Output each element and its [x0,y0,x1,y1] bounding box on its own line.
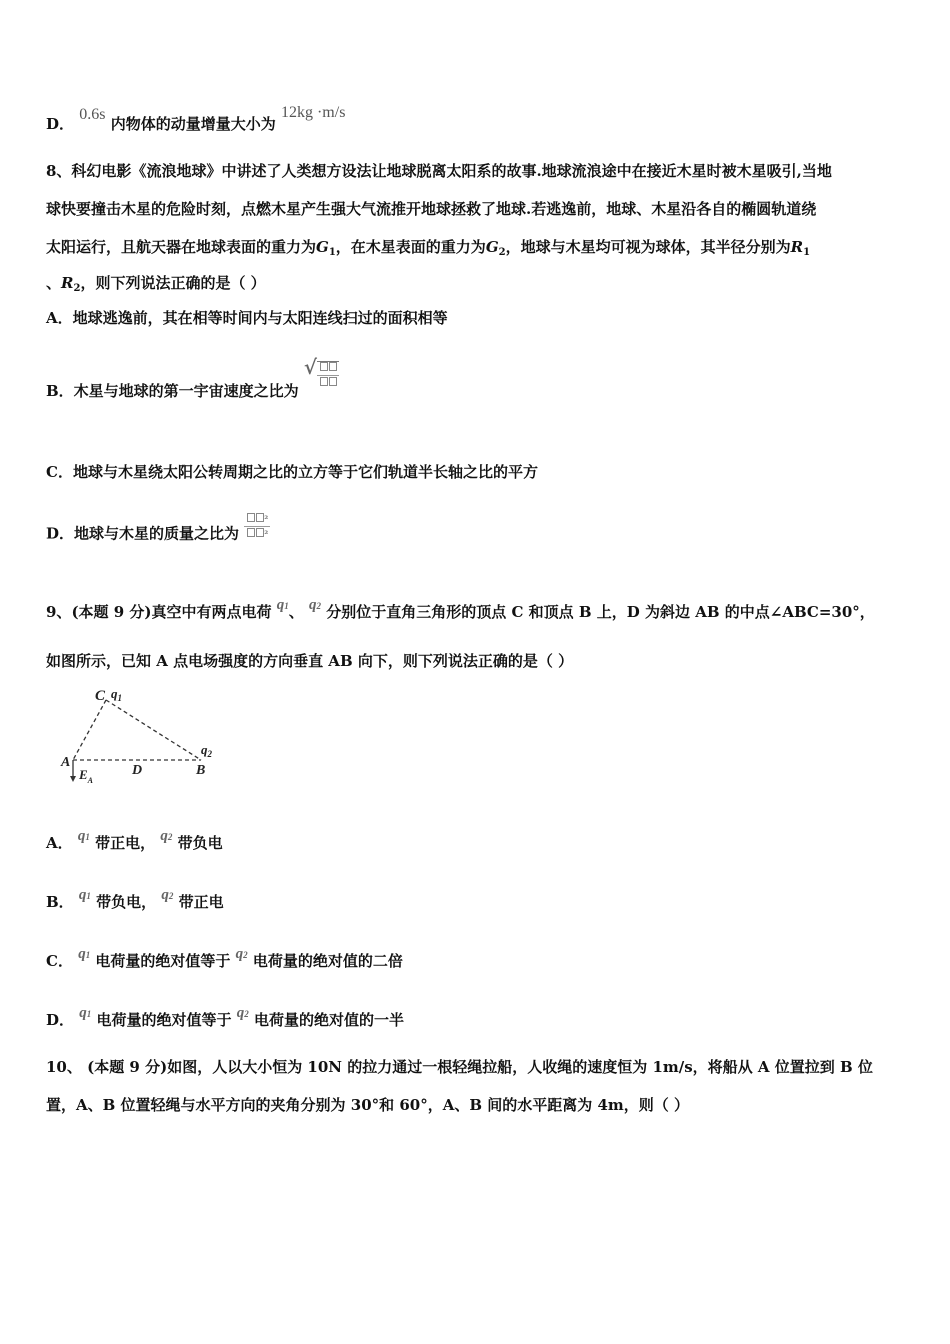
mass-ratio-formula: $\frac{\text{²}}{\text{²}}$ [244,513,270,540]
q8-stem-line1: 8、科幻电影《流浪地球》中讲述了人类想方设法让地球脱离太阳系的故事.地球流浪途中在接近木星时被木星吸引,当地 [46,162,832,180]
option-label: B． [46,893,74,911]
text: 分别位于直角三角形的顶点 C 和顶点 B 上，D 为斜边 AB 的中点∠ABC=30°， [326,603,875,621]
q8-option-a: A．地球逃逸前，其在相等时间内与太阳连线扫过的面积相等 [46,309,448,327]
q8-stem-line3 [46,237,810,263]
q8-option-c: C．地球与木星绕太阳公转周期之比的立方等于它们轨道半长轴之比的平方 [46,463,538,481]
text: 带正电， [95,834,156,852]
score: (本题 9 分) [71,603,152,621]
q1-symbol: q1 [78,887,91,903]
momentum-formula: 12kg ·m/s [280,104,346,121]
option-label: A． [46,834,73,852]
text: 带正电 [178,893,224,911]
text: 、 [46,274,62,292]
text: 带负电， [96,893,157,911]
q1-symbol: q1 [79,1005,92,1021]
text: 9、 [46,603,72,621]
q2-symbol: q2 [236,1005,249,1021]
q10-stem-line1 [46,1057,873,1077]
text: ，地球与木星均可视为球体，其半径分别为 [505,238,791,256]
g1-symbol: G [316,238,329,256]
q2-symbol: q2 [309,597,322,613]
q2-symbol: q2 [161,887,174,903]
side-ca [73,700,106,760]
q9-stem-line1 [46,597,875,624]
text: 电荷量的绝对值的一半 [253,1011,404,1029]
q9-option-d [46,1005,404,1032]
text: ，在木星表面的重力为 [335,238,486,256]
option-text: 内物体的动量增量大小为 [110,115,276,133]
text: 电荷量的绝对值的二倍 [252,952,403,970]
q1-symbol: q1 [276,597,289,613]
r1-sub: 1 [803,247,811,258]
q2-symbol: q2 [235,946,248,962]
q9-stem-line2: 如图所示，已知 A 点电场强度的方向垂直 AB 向下，则下列说法正确的是（ ） [46,652,574,670]
field-arrow-head [70,776,76,782]
q8-option-b [46,355,339,411]
text: 10、 [46,1058,88,1076]
option-text: B．木星与地球的第一宇宙速度之比为 [46,382,299,400]
label-q1: $q_1$ [111,686,122,703]
option-label: D． [46,115,75,133]
option-text: D．地球与木星的质量之比为 [46,524,240,543]
q1-symbol: q1 [78,946,91,962]
triangle-diagram [46,680,226,792]
label-q2: $q_2$ [201,742,212,759]
label-b: B [196,763,206,778]
text: 真空中有两点电荷 [151,603,272,621]
q1-symbol: q1 [77,828,90,844]
q9-option-c [46,946,403,973]
text: 、 [288,603,304,621]
label-c: C [95,688,106,704]
text: 太阳运行，且航天器在地球表面的重力为 [46,238,317,256]
q8-option-d [46,515,270,548]
option-label: C． [46,952,73,970]
r1-symbol: R [790,238,804,256]
g2-symbol: G [485,238,499,256]
q9-option-b [46,887,224,914]
q8-stem-line4 [46,273,266,299]
side-cb [106,700,201,760]
label-d: D [132,763,143,778]
q2-symbol: q2 [160,828,173,844]
text: ，则下列说法正确的是（ ） [80,274,266,292]
sqrt-fraction-formula: √ [304,357,339,389]
score: (本题 9 分) [87,1058,168,1076]
q7-option-d [46,104,346,135]
text: 电荷量的绝对值等于 [96,1011,232,1029]
q9-option-a [46,828,223,855]
label-a: A [61,755,71,770]
q8-stem-line2: 球快要撞击木星的危险时刻，点燃木星产生强大气流推开地球拯救了地球.若逃逸前，地球、木星沿各自的椭圆轨道绕 [46,200,817,218]
q10-stem-line2: 置，A、B 位置轻绳与水平方向的夹角分别为 30°和 60°，A、B 间的水平距离为 4m，则（ ） [46,1096,690,1114]
r2-symbol: R [61,274,74,292]
g1-sub: 1 [328,247,336,258]
text: 带负电 [177,834,223,852]
text: 电荷量的绝对值等于 [95,952,231,970]
time-formula: 0.6s [79,106,106,123]
label-ea: $E_A$ [79,767,94,785]
g2-sub: 2 [498,247,506,258]
r2-sub: 2 [73,283,81,294]
text: 如图，人以大小恒为 10N 的拉力通过一根轻绳拉船，人收绳的速度恒为 1m/s，将船从 A 位置拉到 B 位 [167,1058,873,1076]
option-label: D． [46,1011,75,1029]
